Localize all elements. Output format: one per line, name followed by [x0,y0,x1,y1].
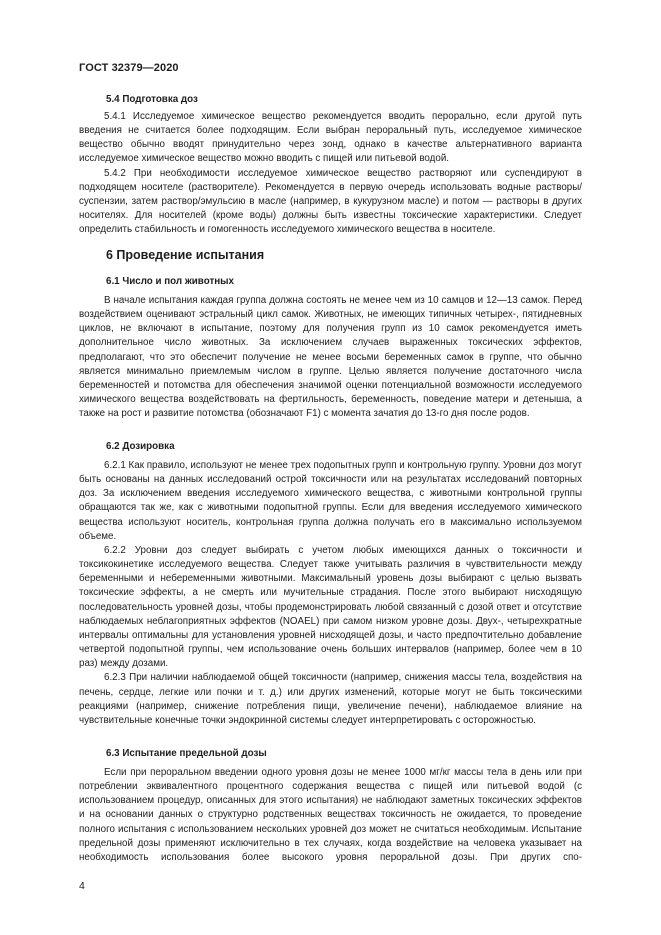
section-5-4-body [79,110,582,237]
paragraph-5-4-2: 5.4.2 При необходимости исследуемое химическое вещество растворяют или суспендируют в подходящем носителе (растворителе). Рекомендуется в первую очередь использовать водные растворы/суспензии, затем раствор/эмульсию в масле (например, в кукурузном масле) и потом — растворы в других носителях. Для носителей (кроме воды) должны быть известны токсические характеристики. Следует определить стабильность и гомогенность исследуемого химического вещества в носителе. [79,167,582,236]
paragraph-6-2-3: 6.2.3 При наличии наблюдаемой общей токсичности (например, снижения массы тела, воздействия на печень, сердце, легкие или почки и т. д.) или других изменений, которые могут не быть токсическими реакциями (например, снижение потребления пищи, увеличение печени), наблюдаемое влияние на чувствительные конечные точки эндокринной системы следует интерпретировать с осторожностью. [79,672,582,726]
page-number: 4 [79,880,85,892]
section-5-4-heading: 5.4 Подготовка доз [106,94,198,105]
document-code-header: ГОСТ 32379—2020 [79,62,179,74]
section-6-3-body [79,766,582,865]
section-6-2-body [79,459,582,728]
paragraph-6-2-1: 6.2.1 Как правило, используют не менее трех подопытных групп и контрольную группу. Уровни доз могут быть основаны на данных исследований острой токсичности или на результатах исследований повторных доз. За исключением введения исследуемого химического вещества, с животными контрольной группы обращаются так же, как с животными подопытной группы. Если для введения исследуемого химического вещества используют носитель, контрольная группа должна получать его в максимально используемом объеме. [79,460,582,542]
section-6-2-heading: 6.2 Дозировка [106,441,175,452]
paragraph-6-1: В начале испытания каждая группа должна состоять не менее чем из 10 самцов и 12—13 самок. Перед воздействием оценивают эстральный цикл самок. Животных, не имеющих типичных четырех-, пятидневных циклов, не включают в испытание, поэтому для получения групп из 10 самок рекомендуется иметь дополнительное число животных. За исключением случаев выраженных токсических эффектов, предполагают, что это обеспечит получение не менее восьми беременных самок в группе, что обычно является минимально приемлемым числом в группе. Целью является получение достаточного числа беременностей и потомства для обеспечения значимой оценки потенциальной возможности исследуемого химического вещества воздействовать на фертильность, беременность, поведение матери и детеныша, а также на рост и развитие потомства (обозначают F1) с момента зачатия до 13-го дня после родов. [79,295,582,420]
paragraph-6-3: Если при пероральном введении одного уровня дозы не менее 1000 мг/кг массы тела в день или при потреблении эквивалентного процентного содержания вещества с пищей или питьевой водой (с использованием процедур, описанных для этого испытания) не наблюдают заметных токсических эффектов и на основании данных о структурно родственных веществах токсичность не ожидается, то проведение полного испытания с использованием нескольких уровней доз может не считаться необходимым. Испытание предельной дозы применяют исключительно в тех случаях, когда воздействие на человека указывает на необходимость использования более высокого уровня пероральной дозы. При других спо- [79,767,582,863]
section-6-1-heading: 6.1 Число и пол животных [106,276,234,287]
paragraph-6-2-2: 6.2.2 Уровни доз следует выбирать с учетом любых имеющихся данных о токсичности и токсикокинетике исследуемого вещества. Следует также учитывать различия в чувствительности между беременными и небеременными животными. Максимальный уровень дозы выбирают с целью вызвать токсические эффекты, а не смерть или мучительные страдания. После этого выбирают нисходящую последовательность уровней дозы, чтобы продемонстрировать любой связанный с дозой ответ и отсутствие наблюдаемых неблагоприятных эффектов (NOAEL) при самом низком уровне дозы. Двух-, четырехкратные интервалы оптимальны для установления уровней нисходящей дозы, и часто предпочтительно добавление четвертой подопытной группы, чем использование очень больших интервалов (например, более чем в 10 раз) между дозами. [79,544,582,670]
paragraph-5-4-1: 5.4.1 Исследуемое химическое вещество рекомендуется вводить перорально, если другой путь введения не считается более подходящим. Если выбран пероральный путь, исследуемое химическое вещество обычно вводят принудительно через зонд, однако в качестве альтернативного варианта исследуемое химическое вещество можно вводить с пищей или питьевой водой. [79,111,582,165]
section-6-3-heading: 6.3 Испытание предельной дозы [106,748,267,759]
section-6-heading: 6 Проведение испытания [106,248,265,262]
section-6-1-body [79,294,582,421]
